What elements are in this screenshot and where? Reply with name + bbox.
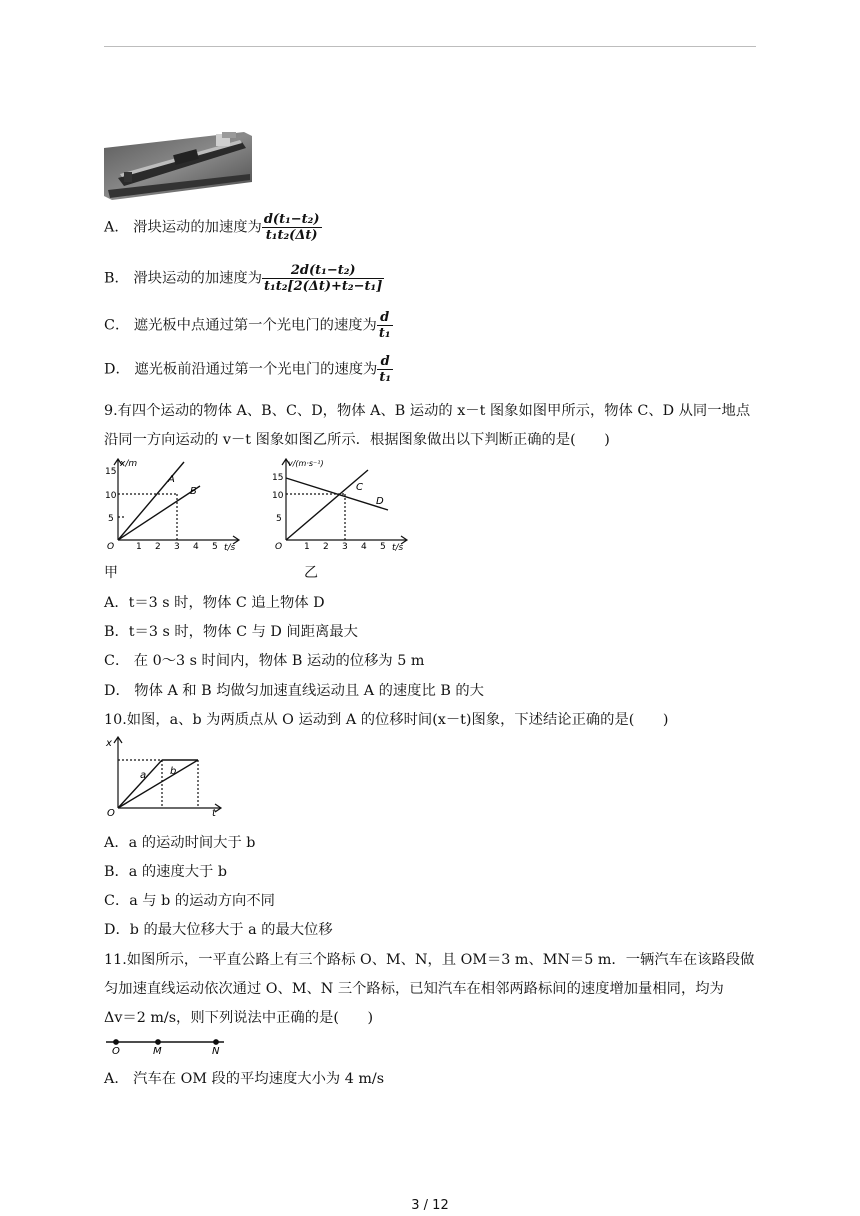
line-b-label: B: [190, 486, 197, 497]
option-text: 遮光板前沿通过第一个光电门的速度为: [134, 361, 378, 378]
line-d-label: D: [376, 496, 384, 507]
x-tick-4: 4: [193, 542, 199, 552]
line-c: [286, 470, 368, 540]
q9-option-b: B．t＝3 s 时，物体 C 与 D 间距离最大: [104, 624, 358, 640]
denominator: t₁t₂(Δt): [265, 228, 318, 243]
marker-o: [114, 1040, 118, 1044]
origin-label: O: [275, 542, 283, 552]
denominator: t₁: [379, 370, 392, 385]
denominator: t₁t₂[2(Δt)+t₂−t₁]: [264, 279, 383, 294]
option-prefix: A．: [104, 219, 129, 236]
line-a-label: A: [168, 474, 175, 485]
origin-label: O: [107, 542, 115, 552]
q11-option-a: A． 汽车在 OM 段的平均速度大小为 4 m/s: [104, 1071, 385, 1087]
line-b: [118, 760, 198, 808]
origin-label: O: [107, 808, 115, 818]
option-prefix: C．: [104, 317, 130, 334]
air-track-photo: [104, 130, 252, 200]
q11-stem-line2: 匀加速直线运动依次通过 O、M、N 三个路标，已知汽车在相邻两路标间的速度增加量相同，均为: [104, 981, 724, 997]
y-tick-10: 10: [105, 491, 117, 501]
line-a-label: a: [140, 770, 147, 781]
q10-option-c: C．a 与 b 的运动方向不同: [104, 893, 275, 909]
marker-n: [214, 1040, 218, 1044]
q8-option-b: [104, 263, 384, 294]
q11-stem-line3: Δv＝2 m/s，则下列说法中正确的是( ): [104, 1010, 374, 1026]
x-tick-1: 1: [304, 542, 310, 552]
figure-yi-caption: 乙: [304, 565, 318, 581]
label-o: O: [112, 1046, 120, 1056]
x-tick-3: 3: [342, 542, 348, 552]
x-tick-2: 2: [323, 542, 329, 552]
q9-option-d: D． 物体 A 和 B 均做匀加速直线运动且 A 的速度比 B 的大: [104, 683, 484, 699]
q9-option-a: A．t＝3 s 时，物体 C 追上物体 D: [104, 595, 325, 611]
figure-jia-xt-graph: [104, 456, 244, 552]
x-axis-label: t/s: [392, 543, 404, 552]
x-tick-2: 2: [155, 542, 161, 552]
marker-m: [156, 1040, 160, 1044]
q10-option-b: B．a 的速度大于 b: [104, 864, 228, 880]
header-rule: [104, 46, 756, 47]
q9-option-c: C． 在 0～3 s 时间内，物体 B 运动的位移为 5 m: [104, 653, 425, 669]
q11-stem-line1: 11.如图所示，一平直公路上有三个路标 O、M、N，且 OM＝3 m、MN＝5 m．一辆汽车在该路段做: [104, 952, 755, 968]
y-tick-15: 15: [272, 473, 284, 483]
numerator: d: [377, 354, 393, 370]
x-tick-1: 1: [136, 542, 142, 552]
fraction: [262, 263, 384, 294]
option-text: 滑块运动的加速度为: [133, 219, 262, 236]
line-d: [286, 478, 388, 510]
line-b-label: b: [170, 766, 177, 777]
q8-option-c: [104, 310, 393, 341]
line-a: [118, 760, 162, 808]
y-tick-10: 10: [272, 491, 284, 501]
numerator: d(t₁−t₂): [263, 212, 320, 227]
y-axis-label: x: [106, 738, 112, 749]
x-tick-5: 5: [380, 542, 386, 552]
fraction: [262, 212, 322, 243]
y-axis-label: x/m: [120, 459, 138, 469]
fraction: [377, 310, 393, 341]
option-prefix: D．: [104, 361, 130, 378]
option-text: 遮光板中点通过第一个光电门的速度为: [133, 317, 377, 334]
option-text: 滑块运动的加速度为: [133, 270, 263, 287]
fraction: [377, 354, 393, 385]
numerator: 2d(t₁−t₂): [262, 263, 384, 279]
x-axis-label: t/s: [224, 543, 236, 552]
x-tick-4: 4: [361, 542, 367, 552]
x-axis-label: t: [212, 808, 216, 818]
q9-stem-line1: 9.有四个运动的物体 A、B、C、D，物体 A、B 运动的 x－t 图象如图甲所示，物体 C、D 从同一地点: [104, 403, 751, 419]
figure-q11-road-markers: [104, 1034, 228, 1056]
denominator: t₁: [378, 326, 391, 341]
x-tick-3: 3: [174, 542, 180, 552]
numerator: d: [377, 310, 393, 326]
q10-option-a: A．a 的运动时间大于 b: [104, 835, 256, 851]
y-tick-5: 5: [108, 514, 114, 524]
q10-option-d: D．b 的最大位移大于 a 的最大位移: [104, 922, 333, 938]
line-c-label: C: [356, 482, 363, 493]
label-m: M: [153, 1046, 162, 1056]
q9-stem-line2: 沿同一方向运动的 v－t 图象如图乙所示．根据图象做出以下判断正确的是( ): [104, 432, 610, 448]
figure-jia-caption: 甲: [104, 565, 118, 581]
figure-q10-xt-graph: [104, 736, 224, 818]
q8-option-d: [104, 354, 393, 385]
figure-yi-vt-graph: [270, 456, 412, 552]
q10-stem: 10.如图，a、b 为两质点从 O 运动到 A 的位移时间(x－t)图象，下述结论正确的是( ): [104, 712, 669, 728]
page-number: 3 / 12: [411, 1198, 449, 1213]
y-axis-label: v/(m·s⁻¹): [288, 459, 324, 468]
q8-option-a: [104, 212, 322, 243]
x-tick-5: 5: [212, 542, 218, 552]
label-n: N: [212, 1046, 220, 1056]
y-tick-5: 5: [276, 514, 282, 524]
option-prefix: B．: [104, 270, 129, 287]
y-tick-15: 15: [105, 467, 117, 477]
